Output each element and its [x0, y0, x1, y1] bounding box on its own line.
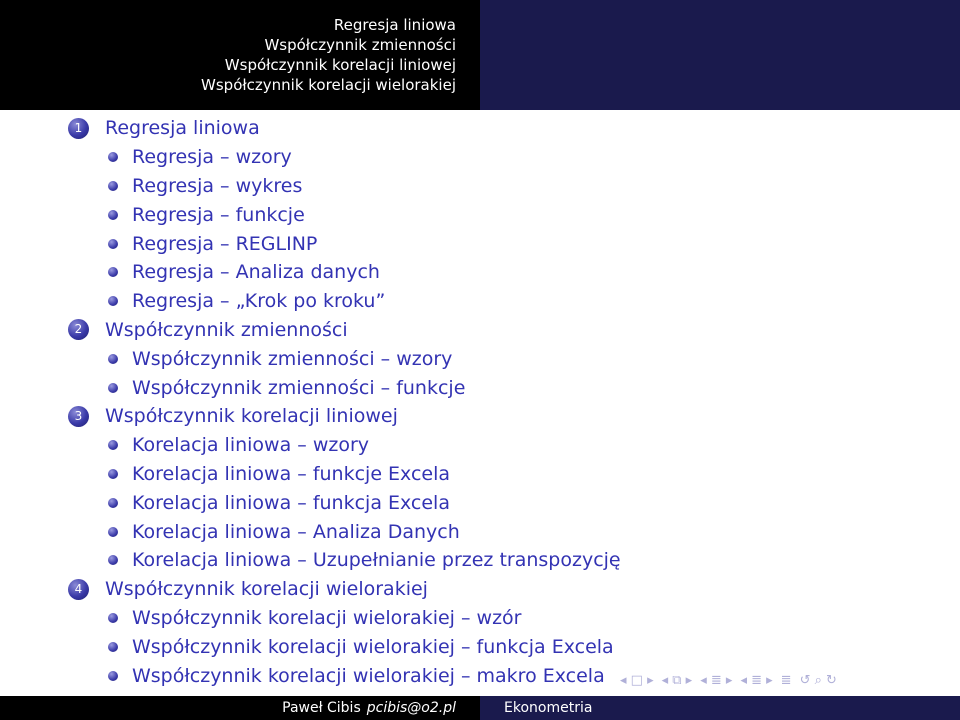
toc-subsection[interactable] [68, 604, 768, 633]
section-title: Współczynnik korelacji liniowej [105, 405, 398, 428]
section-title: Regresja liniowa [105, 117, 260, 140]
subsection-title: Regresja – wykres [132, 174, 303, 197]
bullet-icon [108, 152, 118, 162]
subsection-title: Współczynnik zmienności – funkcje [132, 376, 466, 399]
toc-subsection[interactable] [68, 344, 768, 373]
header-band [480, 0, 960, 110]
toc-subsection[interactable] [68, 258, 768, 287]
subsection-title: Korelacja liniowa – Uzupełnianie przez transpozycję [132, 549, 621, 572]
toc-subsection[interactable] [68, 172, 768, 201]
toc-subsection[interactable] [68, 488, 768, 517]
toc-section[interactable] [68, 575, 768, 604]
bullet-icon [108, 239, 118, 249]
subsection-title: Współczynnik zmienności – wzory [132, 347, 453, 370]
bullet-icon [108, 440, 118, 450]
bullet-icon [108, 498, 118, 508]
toc-subsection[interactable] [68, 431, 768, 460]
header-nav-item-wielorakiej[interactable]: Współczynnik korelacji wielorakiej [201, 76, 456, 94]
slide-header [0, 0, 960, 110]
section-number-badge: 3 [68, 406, 89, 427]
author-email: pcibis@o2.pl [366, 700, 456, 716]
toc-section[interactable] [68, 114, 768, 143]
section-title: Współczynnik korelacji wielorakiej [105, 578, 428, 601]
header-nav-item-zmiennosc[interactable]: Współczynnik zmienności [264, 36, 456, 54]
bullet-icon [108, 354, 118, 364]
bullet-icon [108, 181, 118, 191]
bullet-icon [108, 642, 118, 652]
subsection-title: Regresja – funkcje [132, 203, 305, 226]
section-number-badge: 2 [68, 319, 89, 340]
bullet-icon [108, 267, 118, 277]
table-of-contents [68, 114, 768, 690]
toc-section[interactable] [68, 316, 768, 345]
bullet-icon [108, 671, 118, 681]
toc-subsection[interactable] [68, 546, 768, 575]
section-number-badge: 1 [68, 118, 89, 139]
header-nav-item-korelacja[interactable]: Współczynnik korelacji liniowej [224, 56, 456, 74]
bullet-icon [108, 613, 118, 623]
navigation-symbols [620, 670, 950, 690]
subsection-title: Regresja – wzory [132, 146, 292, 169]
subsection-title: Korelacja liniowa – Analiza Danych [132, 520, 460, 543]
subsection-title: Współczynnik korelacji wielorakiej – wzór [132, 606, 522, 629]
slide-footer [0, 696, 960, 720]
header-nav [0, 0, 480, 110]
bullet-icon [108, 383, 118, 393]
search-icon[interactable]: ↺ ⌕ ↻ [799, 672, 837, 688]
bullet-icon [108, 469, 118, 479]
subsection-title: Regresja – Analiza danych [132, 261, 380, 284]
course-title: Ekonometria [504, 700, 593, 716]
header-nav-item-regresja[interactable]: Regresja liniowa [333, 16, 456, 34]
subsection-title: Współczynnik korelacji wielorakiej – makro Excela [132, 664, 605, 687]
bullet-icon [108, 210, 118, 220]
toc-subsection[interactable] [68, 373, 768, 402]
toc-subsection[interactable] [68, 143, 768, 172]
subsection-title: Korelacja liniowa – wzory [132, 434, 370, 457]
subsection-title: Korelacja liniowa – funkcje Excela [132, 462, 451, 485]
toc-section[interactable] [68, 402, 768, 431]
footer-author-block [0, 696, 480, 720]
toc-subsection[interactable] [68, 517, 768, 546]
footer-title-block [480, 696, 960, 720]
prev-subsection-icon[interactable]: ◂ ⧉ ▸ [661, 672, 693, 688]
subsection-title: Regresja – REGLINP [132, 232, 318, 255]
section-number-badge: 4 [68, 579, 89, 600]
toc-subsection[interactable] [68, 460, 768, 489]
prev-frame-icon[interactable]: ◂ □ ▸ [620, 672, 654, 688]
toc-subsection[interactable] [68, 632, 768, 661]
subsection-title: Współczynnik korelacji wielorakiej – funkcja Excela [132, 635, 614, 658]
bullet-icon [108, 296, 118, 306]
toc-subsection[interactable] [68, 287, 768, 316]
author-name: Paweł Cibis [282, 700, 361, 716]
bullet-icon [108, 555, 118, 565]
subsection-title: Korelacja liniowa – funkcja Excela [132, 491, 450, 514]
toc-subsection[interactable] [68, 229, 768, 258]
prev-section-icon[interactable]: ◂ ≣ ▸ [700, 672, 733, 688]
section-title: Współczynnik zmienności [105, 318, 348, 341]
toc-subsection[interactable] [68, 200, 768, 229]
appendix-icon[interactable]: ≣ [780, 672, 792, 688]
prev-part-icon[interactable]: ◂ ≣ ▸ [740, 672, 773, 688]
bullet-icon [108, 527, 118, 537]
subsection-title: Regresja – „Krok po kroku” [132, 290, 386, 313]
